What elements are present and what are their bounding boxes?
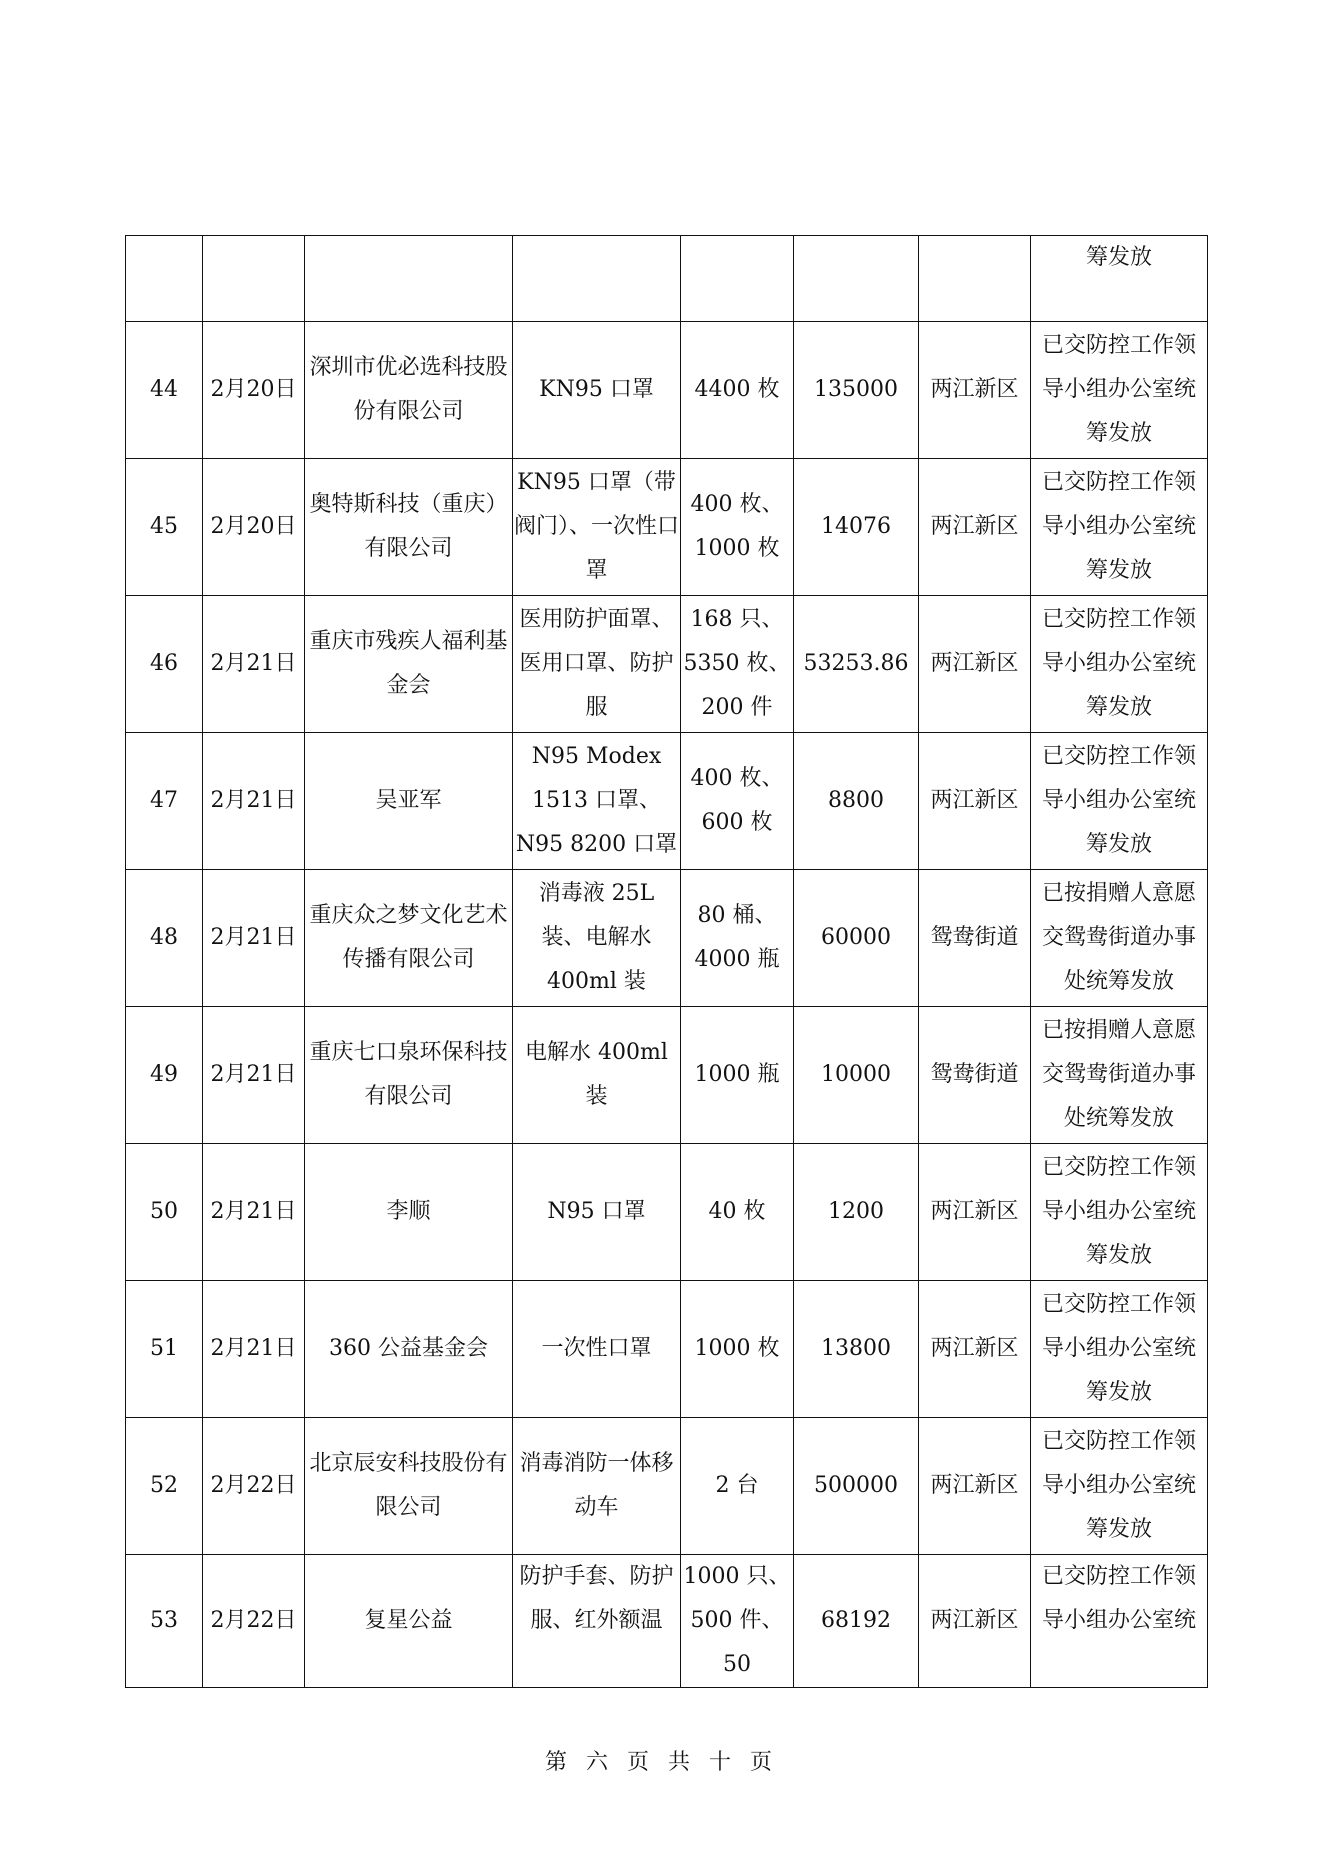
cell-recipient: 鸳鸯街道 xyxy=(919,1007,1031,1144)
cell-note: 已按捐赠人意愿交鸳鸯街道办事处统筹发放 xyxy=(1031,1007,1208,1144)
cell-value: 1200 xyxy=(794,1144,919,1281)
cell-date: 2月21日 xyxy=(203,596,305,733)
cell-qty: 1000 只、500 件、50 xyxy=(681,1555,794,1688)
cell-value: 53253.86 xyxy=(794,596,919,733)
cell-note: 已交防控工作领导小组办公室统筹发放 xyxy=(1031,733,1208,870)
cell-recipient: 两江新区 xyxy=(919,322,1031,459)
cell-date: 2月20日 xyxy=(203,322,305,459)
table-row xyxy=(126,1144,1208,1281)
cell-no: 49 xyxy=(126,1007,203,1144)
cell-no xyxy=(126,236,203,322)
cell-qty: 40 枚 xyxy=(681,1144,794,1281)
cell-note: 已交防控工作领导小组办公室统筹发放 xyxy=(1031,322,1208,459)
cell-value: 135000 xyxy=(794,322,919,459)
cell-donor: 复星公益 xyxy=(305,1555,513,1688)
cell-note: 已交防控工作领导小组办公室统筹发放 xyxy=(1031,596,1208,733)
cell-value: 8800 xyxy=(794,733,919,870)
cell-item xyxy=(513,236,681,322)
cell-donor: 重庆七口泉环保科技有限公司 xyxy=(305,1007,513,1144)
cell-item: 消毒消防一体移动车 xyxy=(513,1418,681,1555)
cell-value xyxy=(794,236,919,322)
cell-no: 51 xyxy=(126,1281,203,1418)
cell-qty: 400 枚、600 枚 xyxy=(681,733,794,870)
cell-note: 已交防控工作领导小组办公室统筹发放 xyxy=(1031,1418,1208,1555)
cell-no: 50 xyxy=(126,1144,203,1281)
cell-no: 53 xyxy=(126,1555,203,1688)
cell-note: 已交防控工作领导小组办公室统 xyxy=(1031,1555,1208,1688)
cell-date: 2月21日 xyxy=(203,870,305,1007)
cell-value: 60000 xyxy=(794,870,919,1007)
cell-item: N95 口罩 xyxy=(513,1144,681,1281)
table-row xyxy=(126,1418,1208,1555)
cell-date: 2月21日 xyxy=(203,1144,305,1281)
cell-qty: 1000 枚 xyxy=(681,1281,794,1418)
table-row xyxy=(126,1007,1208,1144)
cell-qty: 2 台 xyxy=(681,1418,794,1555)
cell-qty: 1000 瓶 xyxy=(681,1007,794,1144)
cell-item: N95 Modex 1513 口罩、N95 8200 口罩 xyxy=(513,733,681,870)
cell-value: 10000 xyxy=(794,1007,919,1144)
cell-donor: 李顺 xyxy=(305,1144,513,1281)
cell-item: KN95 口罩（带阀门）、一次性口罩 xyxy=(513,459,681,596)
cell-value: 68192 xyxy=(794,1555,919,1688)
donation-table xyxy=(125,235,1208,1688)
table-row xyxy=(126,1555,1208,1688)
cell-note: 已交防控工作领导小组办公室统筹发放 xyxy=(1031,1281,1208,1418)
cell-qty: 400 枚、1000 枚 xyxy=(681,459,794,596)
cell-recipient: 鸳鸯街道 xyxy=(919,870,1031,1007)
cell-date: 2月21日 xyxy=(203,733,305,870)
cell-recipient xyxy=(919,236,1031,322)
cell-no: 46 xyxy=(126,596,203,733)
cell-note: 已交防控工作领导小组办公室统筹发放 xyxy=(1031,1144,1208,1281)
cell-note: 筹发放 xyxy=(1031,236,1208,322)
cell-date: 2月21日 xyxy=(203,1281,305,1418)
cell-no: 47 xyxy=(126,733,203,870)
cell-date: 2月21日 xyxy=(203,1007,305,1144)
table-row xyxy=(126,459,1208,596)
table-row xyxy=(126,870,1208,1007)
cell-donor xyxy=(305,236,513,322)
cell-recipient: 两江新区 xyxy=(919,1418,1031,1555)
table-row xyxy=(126,733,1208,870)
cell-item: 电解水 400ml 装 xyxy=(513,1007,681,1144)
cell-item: 消毒液 25L 装、电解水 400ml 装 xyxy=(513,870,681,1007)
cell-value: 13800 xyxy=(794,1281,919,1418)
cell-no: 44 xyxy=(126,322,203,459)
cell-qty: 80 桶、4000 瓶 xyxy=(681,870,794,1007)
cell-donor: 深圳市优必选科技股份有限公司 xyxy=(305,322,513,459)
cell-note: 已交防控工作领导小组办公室统筹发放 xyxy=(1031,459,1208,596)
table-row xyxy=(126,596,1208,733)
cell-recipient: 两江新区 xyxy=(919,1281,1031,1418)
table-row-continued xyxy=(126,236,1208,322)
cell-no: 45 xyxy=(126,459,203,596)
cell-recipient: 两江新区 xyxy=(919,596,1031,733)
table-row xyxy=(126,1281,1208,1418)
cell-date: 2月22日 xyxy=(203,1418,305,1555)
cell-value: 500000 xyxy=(794,1418,919,1555)
cell-no: 52 xyxy=(126,1418,203,1555)
cell-donor: 重庆市残疾人福利基金会 xyxy=(305,596,513,733)
cell-item: KN95 口罩 xyxy=(513,322,681,459)
cell-donor: 重庆众之梦文化艺术传播有限公司 xyxy=(305,870,513,1007)
cell-date: 2月22日 xyxy=(203,1555,305,1688)
cell-donor: 吴亚军 xyxy=(305,733,513,870)
cell-item: 一次性口罩 xyxy=(513,1281,681,1418)
cell-donor: 北京辰安科技股份有限公司 xyxy=(305,1418,513,1555)
cell-recipient: 两江新区 xyxy=(919,459,1031,596)
cell-item: 医用防护面罩、医用口罩、防护服 xyxy=(513,596,681,733)
table-row xyxy=(126,322,1208,459)
page-footer: 第 六 页 共 十 页 xyxy=(545,1750,778,1775)
cell-donor: 360 公益基金会 xyxy=(305,1281,513,1418)
cell-value: 14076 xyxy=(794,459,919,596)
cell-qty: 4400 枚 xyxy=(681,322,794,459)
cell-no: 48 xyxy=(126,870,203,1007)
cell-recipient: 两江新区 xyxy=(919,733,1031,870)
cell-qty: 168 只、5350 枚、200 件 xyxy=(681,596,794,733)
cell-date xyxy=(203,236,305,322)
cell-recipient: 两江新区 xyxy=(919,1555,1031,1688)
cell-date: 2月20日 xyxy=(203,459,305,596)
cell-note: 已按捐赠人意愿交鸳鸯街道办事处统筹发放 xyxy=(1031,870,1208,1007)
cell-recipient: 两江新区 xyxy=(919,1144,1031,1281)
cell-item: 防护手套、防护服、红外额温 xyxy=(513,1555,681,1688)
cell-donor: 奥特斯科技（重庆）有限公司 xyxy=(305,459,513,596)
cell-qty xyxy=(681,236,794,322)
